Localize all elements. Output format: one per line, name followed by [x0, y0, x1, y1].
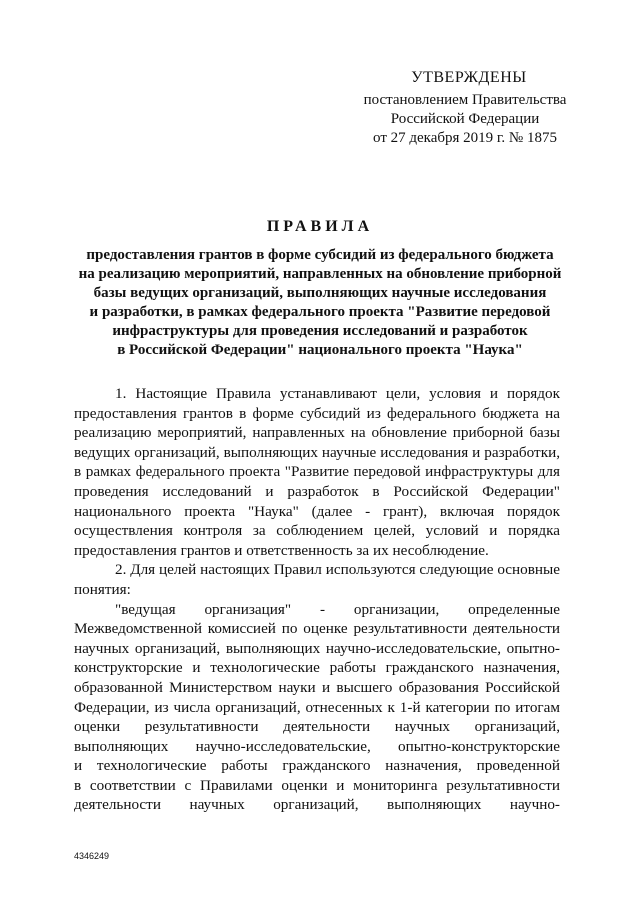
approval-stamp	[345, 68, 585, 148]
body-line: образованной Министерством науки и высшего образования Российской	[74, 678, 560, 696]
body-line: и технологические работы гражданского назначения, проведенной	[74, 757, 560, 775]
subtitle-line: в Российской Федерации" национального проекта "Наука"	[117, 342, 523, 358]
body-line: научных организаций, выполняющих научно-исследовательские, опытно-	[74, 639, 560, 657]
body-line: 1. Настоящие Правила устанавливают цели, условия и порядок	[115, 385, 560, 402]
body-line: предоставления грантов в форме субсидий из федерального бюджета на	[74, 404, 560, 422]
subtitle-line: инфраструктуры для проведения исследований и разработок	[112, 323, 528, 339]
document-body	[74, 384, 560, 815]
subtitle-line: базы ведущих организаций, выполняющих научные исследования	[93, 285, 547, 301]
approval-line-1: постановлением Правительства	[363, 92, 567, 108]
body-line: осуществления контроля за соблюдением целей, условий и порядка	[74, 522, 560, 540]
body-line: реализацию мероприятий, направленных на обновление приборной базы	[74, 424, 560, 442]
body-line: 2. Для целей настоящих Правил используются следующие основные	[115, 561, 560, 579]
body-line: национального проекта "Наука" (далее - грант), включая порядок	[74, 502, 560, 520]
body-line: понятия:	[74, 580, 131, 598]
body-line: проведения исследований и разработок в Российской Федерации"	[74, 482, 560, 500]
body-line: деятельности научных организаций, выполняющих научно-	[74, 796, 560, 814]
approval-line-2: Российской Федерации	[390, 111, 540, 127]
body-line: выполняющих научно-исследовательские, опытно-конструкторские	[74, 737, 560, 755]
subtitle-line: предоставления грантов в форме субсидий из федерального бюджета	[86, 247, 554, 263]
body-line: в соответствии с Правилами оценки и мониторинга результативности	[74, 776, 560, 794]
body-line: предоставления грантов и ответственность за их несоблюдение.	[74, 541, 489, 559]
approval-title: УТВЕРЖДЕНЫ	[411, 69, 527, 86]
document-code: 4346249	[74, 851, 110, 861]
body-line: оценки результативности деятельности научных организаций,	[74, 718, 560, 736]
document-subtitle	[60, 246, 580, 360]
body-line: конструкторские и технологические работы гражданского назначения,	[74, 659, 560, 677]
approval-line-3: от 27 декабря 2019 г. № 1875	[373, 130, 557, 146]
subtitle-line: на реализацию мероприятий, направленных на обновление приборной	[78, 266, 562, 282]
body-line: "ведущая организация" - организации, определенные	[115, 600, 560, 618]
body-line: Межведомственной комиссией по оценке результативности деятельности	[74, 620, 560, 638]
subtitle-line: и разработки, в рамках федерального проекта "Развитие передовой	[89, 304, 551, 320]
body-line: Федерации, из числа организаций, отнесенных к 1-й категории по итогам	[74, 698, 560, 716]
body-line: в рамках федерального проекта "Развитие передовой инфраструктуры для	[74, 463, 560, 481]
body-line: ведущих организаций, выполняющих научные исследования и разработки,	[74, 443, 560, 461]
document-title: ПРАВИЛА	[266, 218, 374, 235]
